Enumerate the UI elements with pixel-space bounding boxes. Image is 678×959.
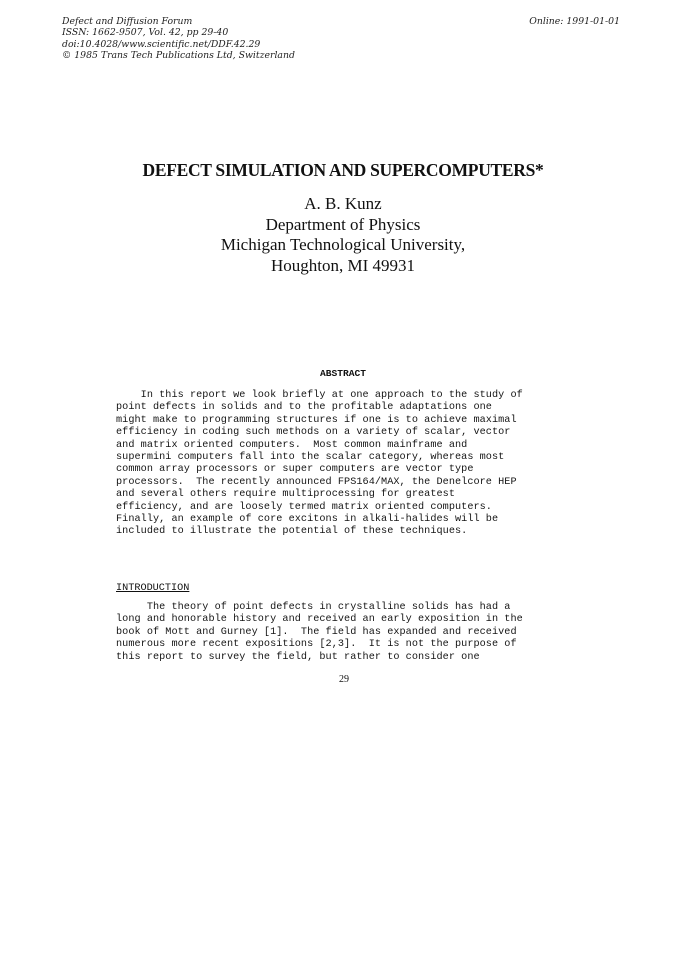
abstract-line: and several others require multiprocessing for greatest	[116, 489, 455, 501]
location: Houghton, MI 49931	[270, 255, 416, 275]
online-date: Online: 1991-01-01	[529, 16, 620, 27]
journal-name: Defect and Diffusion Forum	[62, 16, 193, 27]
issn-line: ISSN: 1662-9507, Vol. 42, pp 29-40	[62, 27, 229, 39]
abstract-line: included to illustrate the potential of these techniques.	[116, 526, 468, 538]
abstract-line: In this report we look briefly at one approach to the study of	[116, 390, 523, 401]
paper-title: DEFECT SIMULATION AND SUPERCOMPUTERS*	[142, 160, 544, 180]
abstract-line: and matrix oriented computers. Most common mainframe and	[116, 439, 468, 451]
abstract-line: Finally, an example of core excitons in alkali-halides will be	[116, 514, 499, 526]
introduction-line: this report to survey the field, but rather to consider one	[116, 651, 480, 663]
author-affiliation	[0, 194, 678, 276]
introduction-body	[116, 602, 523, 664]
journal-metadata	[62, 16, 295, 62]
author-name: A. B. Kunz	[304, 194, 382, 213]
abstract-line: efficiency, and are loosely termed matrix oriented computers.	[116, 501, 492, 513]
abstract-heading: ABSTRACT	[319, 368, 367, 379]
introduction-heading: INTRODUCTION	[116, 583, 190, 594]
abstract-line: processors. The recently announced FPS164/MAX, the Denelcore HEP	[116, 476, 517, 488]
abstract-body	[116, 390, 523, 539]
abstract-line: supermini computers fall into the scalar category, whereas most	[116, 452, 505, 464]
introduction-line: The theory of point defects in crystalline solids has had a	[116, 602, 511, 613]
university: Michigan Technological University,	[220, 235, 466, 254]
abstract-line: point defects in solids and to the profitable adaptations one	[116, 402, 492, 414]
page-number: 29	[339, 674, 349, 685]
abstract-line: efficiency in coding such methods on a variety of scalar, vector	[116, 427, 511, 439]
doi-line: doi:10.4028/www.scientific.net/DDF.42.29	[62, 38, 261, 50]
introduction-line: book of Mott and Gurney [1]. The field has expanded and received	[116, 626, 517, 638]
introduction-line: long and honorable history and received an early exposition in the	[116, 614, 523, 626]
introduction-line: numerous more recent expositions [2,3]. It is not the purpose of	[116, 639, 517, 651]
abstract-line: common array processors or super computers are vector type	[116, 464, 474, 476]
abstract-line: might make to programming structures if one is to achieve maximal	[116, 414, 517, 426]
copyright-line: © 1985 Trans Tech Publications Ltd, Switzerland	[62, 50, 295, 62]
department: Department of Physics	[265, 214, 421, 234]
